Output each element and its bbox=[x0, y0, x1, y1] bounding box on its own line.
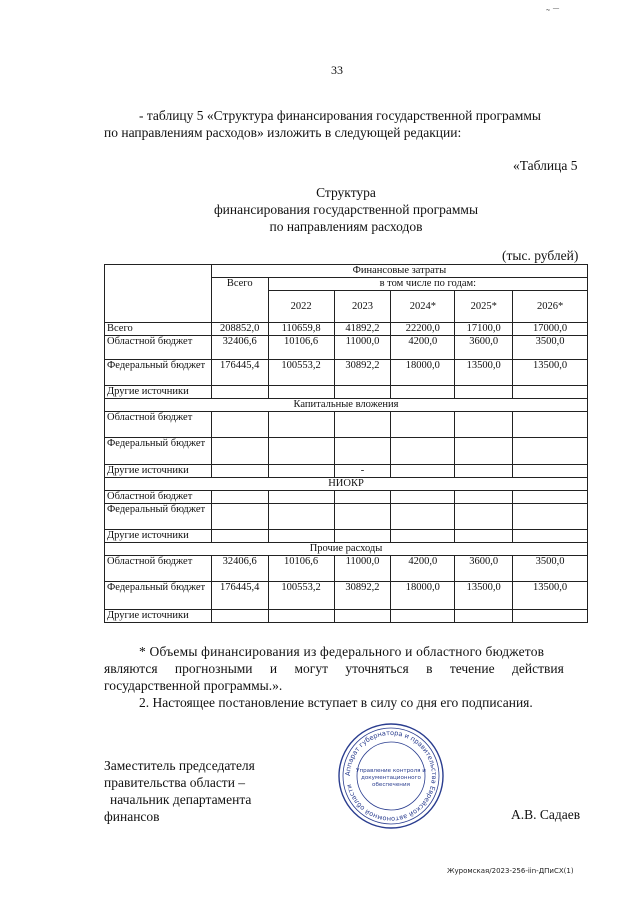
intro-line-1: - таблицу 5 «Структура финансирования государственной программы bbox=[139, 108, 541, 123]
table-cell bbox=[268, 530, 334, 543]
signatory-name: А.В. Садаев bbox=[511, 807, 581, 822]
table-cell: 18000,0 bbox=[391, 582, 455, 610]
table-row bbox=[105, 412, 588, 438]
table-cell: 11000,0 bbox=[334, 336, 391, 360]
table-cell: 13500,0 bbox=[513, 360, 588, 386]
row-label: Федеральный бюджет bbox=[105, 582, 212, 610]
table-cell bbox=[268, 610, 334, 623]
table-cell: 208852,0 bbox=[211, 323, 268, 336]
financing-table bbox=[104, 264, 588, 623]
table-cell: 41892,2 bbox=[334, 323, 391, 336]
footnote-line-2: являются прогнозными и могут уточняться в течение действия bbox=[104, 661, 564, 676]
footnote-line-1: * Объемы финансирования из федерального и областного бюджетов bbox=[139, 644, 545, 659]
table-row bbox=[105, 491, 588, 504]
table-cell: 13500,0 bbox=[455, 360, 513, 386]
table-cell: 10106,6 bbox=[268, 336, 334, 360]
table-cell: 32406,6 bbox=[211, 336, 268, 360]
table-cell bbox=[268, 412, 334, 438]
row-label: Областной бюджет bbox=[105, 336, 212, 360]
header-empty-cell bbox=[105, 265, 212, 323]
table-cell bbox=[334, 491, 391, 504]
table-cell bbox=[211, 530, 268, 543]
row-label: Другие источники bbox=[105, 386, 212, 399]
table-cell bbox=[513, 491, 588, 504]
row-label: Другие источники bbox=[105, 465, 212, 478]
row-label: Федеральный бюджет bbox=[105, 504, 212, 530]
intro-line-2: по направлениям расходов» изложить в следующей редакции: bbox=[104, 125, 462, 140]
row-label: Областной бюджет bbox=[105, 412, 212, 438]
table-row bbox=[105, 323, 588, 336]
table-cell: 100553,2 bbox=[268, 582, 334, 610]
table-cell bbox=[513, 412, 588, 438]
row-label: Областной бюджет bbox=[105, 491, 212, 504]
table-cell: 100553,2 bbox=[268, 360, 334, 386]
row-label: Всего bbox=[105, 323, 212, 336]
table-cell bbox=[513, 438, 588, 465]
table-row bbox=[105, 530, 588, 543]
row-label: Федеральный бюджет bbox=[105, 438, 212, 465]
table-row bbox=[105, 386, 588, 399]
table-cell bbox=[268, 491, 334, 504]
table-title bbox=[104, 184, 588, 235]
table-row bbox=[105, 582, 588, 610]
table-cell bbox=[391, 412, 455, 438]
table-cell: 4200,0 bbox=[391, 556, 455, 582]
table-cell bbox=[211, 610, 268, 623]
signature-position bbox=[104, 757, 255, 825]
title-line-2: финансирования государственной программы bbox=[213, 202, 479, 217]
table-cell bbox=[455, 491, 513, 504]
position-line-3: начальник департамента bbox=[110, 792, 252, 807]
header-year: 2023 bbox=[334, 291, 391, 323]
table-cell bbox=[334, 530, 391, 543]
row-label: Другие источники bbox=[105, 530, 212, 543]
page-number: 33 bbox=[331, 63, 343, 77]
row-label: Областной бюджет bbox=[105, 556, 212, 582]
table-cell bbox=[455, 530, 513, 543]
table-cell bbox=[391, 491, 455, 504]
clause-2: 2. Настоящее постановление вступает в силу со дня его подписания. bbox=[139, 695, 533, 710]
table-cell: 176445,4 bbox=[211, 582, 268, 610]
footnote bbox=[104, 643, 588, 711]
units-label: (тыс. рублей) bbox=[502, 248, 579, 263]
table-cell bbox=[334, 386, 391, 399]
table-cell bbox=[211, 412, 268, 438]
table-cell bbox=[513, 530, 588, 543]
table-cell: 18000,0 bbox=[391, 360, 455, 386]
table-cell bbox=[455, 610, 513, 623]
title-line-3: по направлениям расходов bbox=[269, 219, 423, 234]
stamp-center-line-2: документационного bbox=[361, 775, 421, 781]
table-cell: 3600,0 bbox=[455, 556, 513, 582]
table-label: «Таблица 5 bbox=[513, 158, 578, 173]
table-cell: 30892,2 bbox=[334, 582, 391, 610]
section-title: Прочие расходы bbox=[105, 543, 588, 556]
table-cell bbox=[391, 438, 455, 465]
table-cell bbox=[391, 530, 455, 543]
table-cell bbox=[391, 386, 455, 399]
table-cell bbox=[334, 610, 391, 623]
table-cell: 110659,8 bbox=[268, 323, 334, 336]
stamp-ring-text: Аппарат губернатора и правительства Еврейской автономной области bbox=[343, 728, 439, 824]
table-row bbox=[105, 610, 588, 623]
table-cell: 17000,0 bbox=[513, 323, 588, 336]
table-cell bbox=[455, 412, 513, 438]
document-code: Журомская/2023-256-iin-ДПиСХ(1) bbox=[447, 867, 574, 875]
table-row bbox=[105, 438, 588, 465]
table-cell: 3500,0 bbox=[513, 336, 588, 360]
table-cell bbox=[334, 438, 391, 465]
header-year: 2024* bbox=[391, 291, 455, 323]
table-cell bbox=[268, 438, 334, 465]
position-line-2: правительства области – bbox=[104, 775, 246, 790]
table-row bbox=[105, 360, 588, 386]
table-cell bbox=[211, 438, 268, 465]
header-financial-costs: Финансовые затраты bbox=[211, 265, 587, 278]
table-cell bbox=[268, 504, 334, 530]
table-row bbox=[105, 504, 588, 530]
position-line-4: финансов bbox=[104, 809, 160, 824]
table-cell bbox=[268, 465, 334, 478]
table-cell bbox=[211, 386, 268, 399]
table-cell bbox=[513, 465, 588, 478]
header-year: 2025* bbox=[455, 291, 513, 323]
table-cell: 176445,4 bbox=[211, 360, 268, 386]
stamp-center-line-3: обеспечения bbox=[372, 782, 410, 788]
table-cell bbox=[211, 465, 268, 478]
table-cell bbox=[334, 504, 391, 530]
table-cell bbox=[455, 465, 513, 478]
table-cell: 4200,0 bbox=[391, 336, 455, 360]
table-cell bbox=[211, 491, 268, 504]
table-cell: 22200,0 bbox=[391, 323, 455, 336]
table-cell bbox=[391, 465, 455, 478]
table-cell: 17100,0 bbox=[455, 323, 513, 336]
table-cell: 30892,2 bbox=[334, 360, 391, 386]
section-title: НИОКР bbox=[105, 478, 588, 491]
table-cell: 13500,0 bbox=[455, 582, 513, 610]
table-cell bbox=[391, 504, 455, 530]
table-cell: 10106,6 bbox=[268, 556, 334, 582]
footnote-line-3: государственной программы.». bbox=[104, 678, 283, 693]
table-row bbox=[105, 556, 588, 582]
table-row bbox=[105, 336, 588, 360]
title-line-1: Структура bbox=[316, 185, 376, 200]
table-cell bbox=[391, 610, 455, 623]
table-cell bbox=[334, 412, 391, 438]
table-row bbox=[105, 465, 588, 478]
stamp-center-line-1: Управление контроля и bbox=[356, 768, 426, 774]
table-cell bbox=[268, 386, 334, 399]
table-cell bbox=[455, 386, 513, 399]
corner-mark: ˜ ¯ bbox=[546, 6, 559, 20]
table-cell bbox=[455, 438, 513, 465]
table-cell bbox=[513, 386, 588, 399]
header-year: 2022 bbox=[268, 291, 334, 323]
table-cell bbox=[455, 504, 513, 530]
official-stamp bbox=[337, 722, 445, 830]
table-cell: 13500,0 bbox=[513, 582, 588, 610]
table-cell bbox=[513, 610, 588, 623]
table-cell: 3500,0 bbox=[513, 556, 588, 582]
row-label: Другие источники bbox=[105, 610, 212, 623]
table-cell: 32406,6 bbox=[211, 556, 268, 582]
row-label: Федеральный бюджет bbox=[105, 360, 212, 386]
table-cell bbox=[513, 504, 588, 530]
table-cell: 3600,0 bbox=[455, 336, 513, 360]
table-cell: 11000,0 bbox=[334, 556, 391, 582]
header-total: Всего bbox=[211, 278, 268, 323]
position-line-1: Заместитель председателя bbox=[104, 758, 255, 773]
table-cell bbox=[211, 504, 268, 530]
header-year: 2026* bbox=[513, 291, 588, 323]
section-title: Капитальные вложения bbox=[105, 399, 588, 412]
header-including-years: в том числе по годам: bbox=[268, 278, 587, 291]
table-cell: - bbox=[334, 465, 391, 478]
